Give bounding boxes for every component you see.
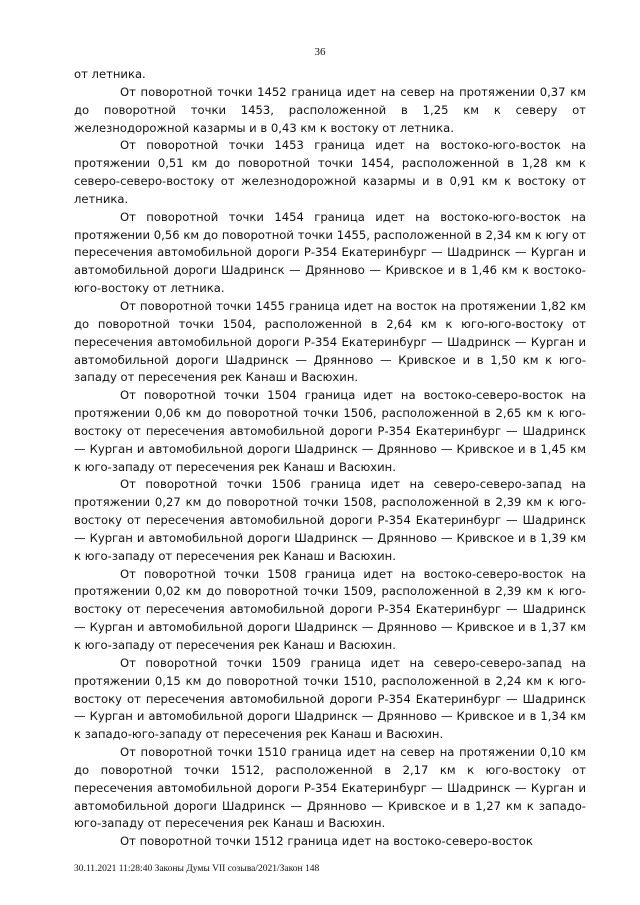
document-body — [74, 66, 586, 851]
paragraph: От поворотной точки 1512 граница идет на востоко-северо-восток — [120, 834, 533, 849]
paragraph: От поворотной точки 1504 граница идет на востоко-северо-восток на протяжении 0,06 км до поворотной точки 1506, расположенной в 2,65 км к юго-востоку от пересечения автомобильной дороги Р-354 Екатеринбург — Шадринск — Курган и автомобильной дороги Шадринск — Дрянново — Кривское и в 1,45 км к юго-западу от пересечения рек Канаш и Васюхин. — [74, 388, 586, 474]
paragraph-continuation: от летника. — [74, 67, 146, 81]
footer-stamp: 30.11.2021 11:28:40 Законы Думы VII созыва/2021/Закон 148 — [74, 864, 320, 874]
paragraph: От поворотной точки 1509 граница идет на северо-северо-запад на протяжении 0,15 км до поворотной точки 1510, расположенной в 2,24 км к юго-востоку от пересечения автомобильной дороги Р-354 Екатеринбург — Шадринск — Курган и автомобильной дороги Шадринск — Дрянново — Кривское и в 1,34 км к западо-юго-западу от пересечения рек Канаш и Васюхин. — [74, 655, 586, 742]
paragraph: От поворотной точки 1506 граница идет на северо-северо-запад на протяжении 0,27 км до поворотной точки 1508, расположенной в 2,39 км к юго-востоку от пересечения автомобильной дороги Р-354 Екатеринбург — Шадринск — Курган и автомобильной дороги Шадринск — Дрянново — Кривское и в 1,39 км к юго-западу от пересечения рек Канаш и Васюхин. — [74, 477, 586, 563]
paragraph: От поворотной точки 1453 граница идет на востоко-юго-восток на протяжении 0,51 км до поворотной точки 1454, расположенной в 1,28 км к северо-северо-востоку от железнодорожной казармы и в 0,91 км к востоку от летника. — [74, 138, 586, 206]
paragraph: От поворотной точки 1455 граница идет на восток на протяжении 1,82 км до поворотной точки 1504, расположенной в 2,64 км к юго-юго-востоку от пересечения автомобильной дороги Р-354 Екатеринбург — Шадринск — Курган и автомобильной дороги Шадринск — Дрянново — Кривское и в 1,50 км к юго-западу от пересечения рек Канаш и Васюхин. — [74, 298, 586, 385]
paragraph: От поворотной точки 1510 граница идет на север на протяжении 0,10 км до поворотной точки 1512, расположенной в 2,17 км к юго-востоку от пересечения автомобильной дороги Р-354 Екатеринбург — Шадринск — Курган и автомобильной дороги Шадринск — Дрянново — Кривское и в 1,27 км к западо-юго-западу от пересечения рек Канаш и Васюхин. — [74, 745, 586, 831]
paragraph: От поворотной точки 1452 граница идет на север на протяжении 0,37 км до поворотной точки 1453, расположенной в 1,25 км к северу от железнодорожной казармы и в 0,43 км к востоку от летника. — [74, 84, 586, 135]
page-number: 36 — [314, 46, 326, 58]
paragraph: От поворотной точки 1454 граница идет на востоко-юго-восток на протяжении 0,56 км до поворотной точки 1455, расположенной в 2,34 км к югу от пересечения автомобильной дороги Р-354 Екатеринбург — Шадринск — Курган и автомобильной дороги Шадринск — Дрянново — Кривское и в 1,46 км к востоко-юго-востоку от летника. — [74, 209, 586, 296]
paragraph: От поворотной точки 1508 граница идет на востоко-северо-восток на протяжении 0,02 км до поворотной точки 1509, расположенной в 2,39 км к юго-востоку от пересечения автомобильной дороги Р-354 Екатеринбург — Шадринск — Курган и автомобильной дороги Шадринск — Дрянново — Кривское и в 1,37 км к юго-западу от пересечения рек Канаш и Васюхин. — [74, 566, 586, 652]
